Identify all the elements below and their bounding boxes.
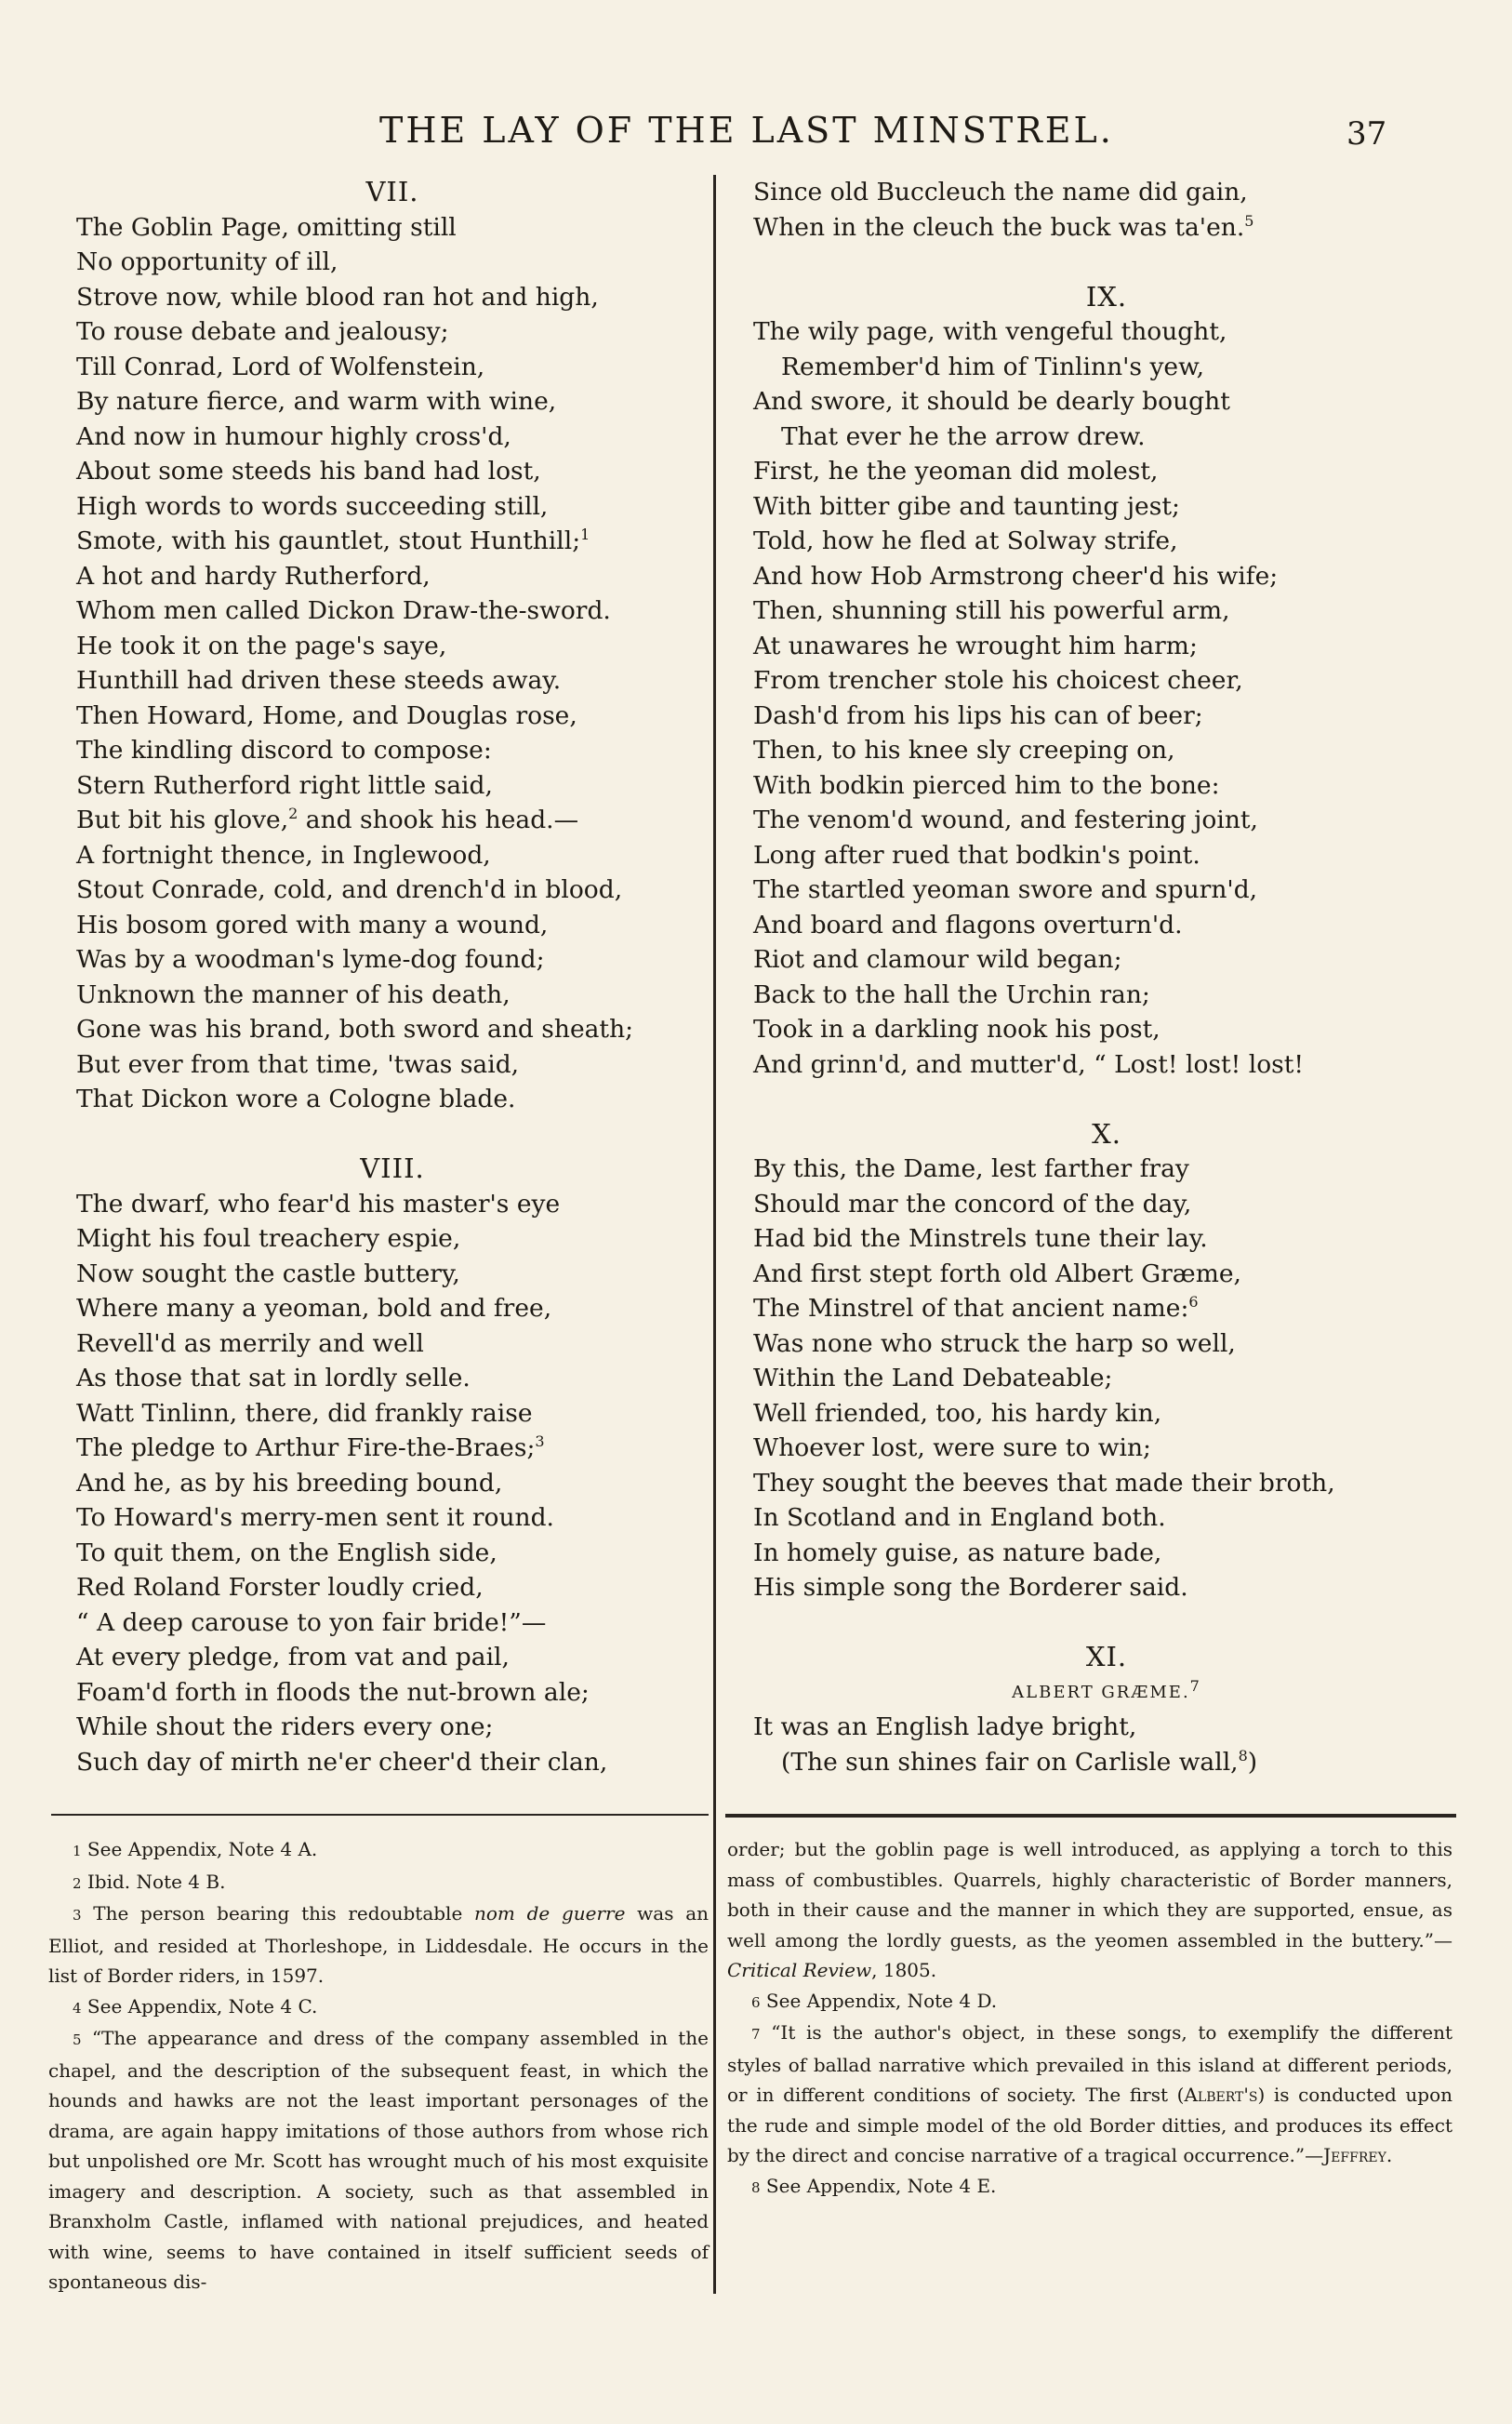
verse-line: That ever he the arrow drew. xyxy=(781,421,1146,451)
running-title: THE LAY OF THE LAST MINSTREL. xyxy=(379,110,1114,151)
verse-line: It was an English ladye bright, xyxy=(753,1712,1137,1741)
verse-line-with-note xyxy=(753,1291,1460,1326)
verse-line: Within the Land Debateable; xyxy=(753,1364,1113,1392)
verse-line: That Dickon wore a Cologne blade. xyxy=(76,1085,516,1113)
verse-line: Whom men called Dickon Draw-the-sword. xyxy=(76,596,611,625)
footnote-text: order; but the goblin page is well introduced, as applying a torch to this mass of combustibles. Quarrels, highly characteristic of Border manners, both in their cause and the manner in which they are supported, ensue, as well among the lordly guests, as the yeomen assembled in the buttery.”— xyxy=(727,1838,1452,1951)
verse-text: Smote, with his gauntlet, stout Hunthill; xyxy=(76,526,581,555)
footnote-5 xyxy=(48,2023,709,2297)
verse-text: But bit his glove, xyxy=(76,806,289,834)
footnote-text: “The appearance and dress of the company assembled in the chapel, and the description of the subsequent feast, in which the hounds and hawks are not the least important personages of the drama, are again happy imitations of those authors from whose rich but unpolished ore Mr. Scott has wrought much of his most exquisite imagery and description. A society, such as that assembled in Branxholm Castle, inflamed with national prejudices, and heated with wine, seems to have contained in itself sufficient seeds of spontaneous dis- xyxy=(48,2027,709,2293)
verse-line: Stern Rutherford right little said, xyxy=(76,770,493,800)
verse-line: Hunthill had driven these steeds away. xyxy=(76,666,562,695)
verse-text: ) xyxy=(1247,1747,1258,1777)
verse-line-with-note xyxy=(753,1745,1460,1780)
verse-line: His bosom gored with many a wound, xyxy=(76,910,549,939)
footnote-year: , 1805. xyxy=(871,1959,937,1981)
verse-line: From trencher stole his choicest cheer, xyxy=(753,666,1243,695)
verse-line: Dash'd from his lips his can of beer; xyxy=(753,700,1203,730)
page-header xyxy=(0,110,1512,166)
footnote-8 xyxy=(727,2171,1452,2204)
verse-line: A fortnight thence, in Inglewood, xyxy=(76,840,491,870)
verse-line: To rouse debate and jealousy; xyxy=(76,317,449,346)
verse-line: Now sought the castle buttery, xyxy=(76,1259,460,1288)
verse-line: They sought the beeves that made their broth, xyxy=(753,1468,1335,1498)
verse-line: Unknown the manner of his death, xyxy=(76,979,511,1009)
verse-line: The startled yeoman swore and spurn'd, xyxy=(753,875,1258,904)
note-ref: 8 xyxy=(1238,1746,1248,1765)
footnote-italic: nom de guerre xyxy=(474,1902,626,1925)
verse-line: Since old Buccleuch the name did gain, xyxy=(753,178,1248,206)
section-heading-ix: IX. xyxy=(1085,280,1128,313)
footnote-text: ) is conducted upon the rude and simple model of the old Border ditties, and produces its effect by the direct and concise narrative of a tragical occurrence.”— xyxy=(727,2084,1452,2166)
verse-line: Revell'd as merrily and well xyxy=(76,1328,424,1358)
footnote-mark: 2 xyxy=(73,1874,82,1892)
verse-line: And how Hob Armstrong cheer'd his wife; xyxy=(753,561,1279,591)
footnote-attribution: Jeffrey. xyxy=(1323,2144,1393,2166)
verse-line: Well friended, too, his hardy kin, xyxy=(753,1398,1162,1428)
footnote-1 xyxy=(48,1834,709,1867)
verse-line: To Howard's merry-men sent it round. xyxy=(76,1503,554,1532)
footnote-mark: 4 xyxy=(73,1999,82,2017)
footnote-text: Ibid. Note 4 B. xyxy=(81,1870,226,1893)
section-heading-x: X. xyxy=(1092,1117,1121,1150)
verse-line: Such day of mirth ne'er cheer'd their clan, xyxy=(76,1747,608,1777)
verse-line-with-note xyxy=(76,803,709,838)
verse-line: No opportunity of ill, xyxy=(76,247,338,276)
footnote-text: See Appendix, Note 4 C. xyxy=(81,1994,318,2018)
right-verse-column xyxy=(753,175,1460,1779)
verse-line: To quit them, on the English side, xyxy=(76,1538,497,1567)
footnote-mark: 6 xyxy=(751,1993,761,2011)
footnote-text: was an Elliot, and resided at Thorleshope, in Liddesdale. He occurs in the list of Border riders, in 1597. xyxy=(48,1902,710,1987)
footnote-6 xyxy=(727,1986,1452,2018)
verse-line: The kindling discord to compose: xyxy=(76,736,492,765)
section-heading-vii: VII. xyxy=(365,176,419,207)
footnote-2 xyxy=(48,1867,709,1899)
footnote-7 xyxy=(727,2018,1452,2171)
section-heading-xi: XI. xyxy=(1085,1641,1128,1672)
verse-line: While shout the riders every one; xyxy=(76,1712,494,1741)
verse-line: And board and flagons overturn'd. xyxy=(753,910,1183,939)
page-number: 37 xyxy=(1346,115,1387,153)
column-divider xyxy=(713,175,716,2294)
footnote-text: The person bearing this redoubtable xyxy=(81,1902,474,1925)
note-ref: 5 xyxy=(1244,211,1254,230)
verse-line: Gone was his brand, both sword and sheath; xyxy=(76,1015,634,1044)
footnote-source: Critical Review xyxy=(727,1959,872,1981)
verse-line: Till Conrad, Lord of Wolfenstein, xyxy=(76,352,485,381)
note-ref: 1 xyxy=(580,526,590,544)
footnote-mark: 8 xyxy=(751,2178,761,2196)
footnote-text: “It is the author's object, in these songs, to exemplify the different styles of ballad narrative which prevailed in this island at different periods, or in different conditions of society. The first ( xyxy=(727,2021,1452,2106)
verse-line: Where many a yeoman, bold and free, xyxy=(76,1294,552,1323)
verse-line: And swore, it should be dearly bought xyxy=(753,387,1230,416)
verse-text: (The sun shines fair on Carlisle wall, xyxy=(781,1747,1239,1777)
verse-line: With bodkin pierced him to the bone: xyxy=(753,770,1220,800)
verse-text: The Minstrel of that ancient name: xyxy=(753,1294,1189,1323)
verse-line: Was by a woodman's lyme-dog found; xyxy=(76,945,545,974)
verse-line-with-note xyxy=(753,210,1460,246)
footnote-5-continued xyxy=(727,1834,1452,1986)
speaker-heading xyxy=(753,1675,1460,1711)
verse-line: First, he the yeoman did molest, xyxy=(753,457,1159,486)
verse-line: Then Howard, Home, and Douglas rose, xyxy=(76,700,577,730)
note-ref: 7 xyxy=(1189,1676,1201,1695)
footnote-mark: 7 xyxy=(751,2026,761,2043)
footnote-rule-left xyxy=(51,1814,709,1816)
verse-line: Riot and clamour wild began; xyxy=(753,945,1122,974)
footnote-text: See Appendix, Note 4 A. xyxy=(81,1838,318,1860)
verse-line: Red Roland Forster loudly cried, xyxy=(76,1573,484,1602)
note-ref: 3 xyxy=(535,1432,545,1451)
footnote-mark: 1 xyxy=(73,1843,82,1859)
verse-line: A hot and hardy Rutherford, xyxy=(76,561,431,591)
verse-text: and shook his head.— xyxy=(298,806,579,834)
verse-line: Long after rued that bodkin's point. xyxy=(753,840,1200,870)
verse-line: The wily page, with vengeful thought, xyxy=(753,317,1227,346)
footnotes-right xyxy=(727,1834,1452,2203)
verse-line: As those that sat in lordly selle. xyxy=(76,1364,471,1392)
footnote-4 xyxy=(48,1991,709,2024)
speaker-name: ALBERT GRÆME. xyxy=(1012,1682,1190,1702)
verse-line: In homely guise, as nature bade, xyxy=(753,1538,1162,1567)
verse-line: The dwarf, who fear'd his master's eye xyxy=(76,1189,561,1219)
footnote-mark: 3 xyxy=(73,1907,82,1924)
verse-line: Then, shunning still his powerful arm, xyxy=(753,596,1230,625)
footnote-rule-right xyxy=(725,1814,1456,1818)
verse-line: By nature fierce, and warm with wine, xyxy=(76,387,557,416)
verse-line: Whoever lost, were sure to win; xyxy=(753,1433,1151,1462)
verse-line: Remember'd him of Tinlinn's yew, xyxy=(781,352,1205,381)
verse-line: Stout Conrade, cold, and drench'd in blood, xyxy=(76,875,623,904)
verse-line: Took in a darkling nook his post, xyxy=(753,1015,1161,1044)
note-ref: 6 xyxy=(1188,1293,1199,1312)
footnote-mark: 5 xyxy=(73,2031,82,2048)
verse-line: Was none who struck the harp so well, xyxy=(753,1328,1236,1358)
verse-line: By this, the Dame, lest farther fray xyxy=(753,1154,1189,1183)
verse-line: High words to words succeeding still, xyxy=(76,491,549,521)
verse-text: The pledge to Arthur Fire-the-Braes; xyxy=(76,1433,536,1462)
verse-line: Told, how he fled at Solway strife, xyxy=(753,526,1178,555)
verse-line: Back to the hall the Urchin ran; xyxy=(753,979,1150,1009)
verse-line: Should mar the concord of the day, xyxy=(753,1189,1192,1219)
footnote-text: See Appendix, Note 4 D. xyxy=(760,1989,998,2012)
verse-text: When in the cleuch the buck was ta'en. xyxy=(753,212,1245,242)
verse-line: “ A deep carouse to yon fair bride!”— xyxy=(76,1607,547,1637)
verse-line: But ever from that time, 'twas said, xyxy=(76,1049,520,1079)
verse-line: About some steeds his band had lost, xyxy=(76,457,541,486)
verse-line: Then, to his knee sly creeping on, xyxy=(753,736,1175,765)
verse-line: And now in humour highly cross'd, xyxy=(76,421,511,451)
footnote-small-caps: Albert's xyxy=(1184,2084,1258,2106)
verse-line: At unawares he wrought him harm; xyxy=(753,631,1198,660)
verse-line: And first stept forth old Albert Græme, xyxy=(753,1259,1241,1288)
verse-line-with-note xyxy=(76,1431,709,1466)
verse-line: The Goblin Page, omitting still xyxy=(76,212,457,242)
verse-line: He took it on the page's saye, xyxy=(76,631,447,660)
verse-line: The venom'd wound, and festering joint, xyxy=(753,806,1258,834)
verse-line-with-note xyxy=(76,524,709,559)
verse-line: His simple song the Borderer said. xyxy=(753,1573,1188,1602)
verse-line: Strove now, while blood ran hot and high, xyxy=(76,282,599,312)
verse-line: Might his foul treachery espie, xyxy=(76,1224,461,1253)
verse-line: And grinn'd, and mutter'd, “ Lost! lost! lost! xyxy=(753,1049,1305,1079)
left-verse-column xyxy=(76,175,709,1779)
verse-line: And he, as by his breeding bound, xyxy=(76,1468,503,1498)
verse-line: Foam'd forth in floods the nut-brown ale; xyxy=(76,1677,590,1707)
verse-line: In Scotland and in England both. xyxy=(753,1503,1166,1532)
verse-line: Had bid the Minstrels tune their lay. xyxy=(753,1224,1208,1253)
section-heading-viii: VIII. xyxy=(360,1152,425,1184)
footnote-text: See Appendix, Note 4 E. xyxy=(760,2174,997,2197)
verse-line: At every pledge, from vat and pail, xyxy=(76,1643,510,1671)
note-ref: 2 xyxy=(288,805,298,823)
footnotes-left xyxy=(48,1834,709,2297)
verse-line: With bitter gibe and taunting jest; xyxy=(753,491,1180,521)
verse-line: Watt Tinlinn, there, did frankly raise xyxy=(76,1398,533,1428)
footnote-3 xyxy=(48,1898,709,1991)
